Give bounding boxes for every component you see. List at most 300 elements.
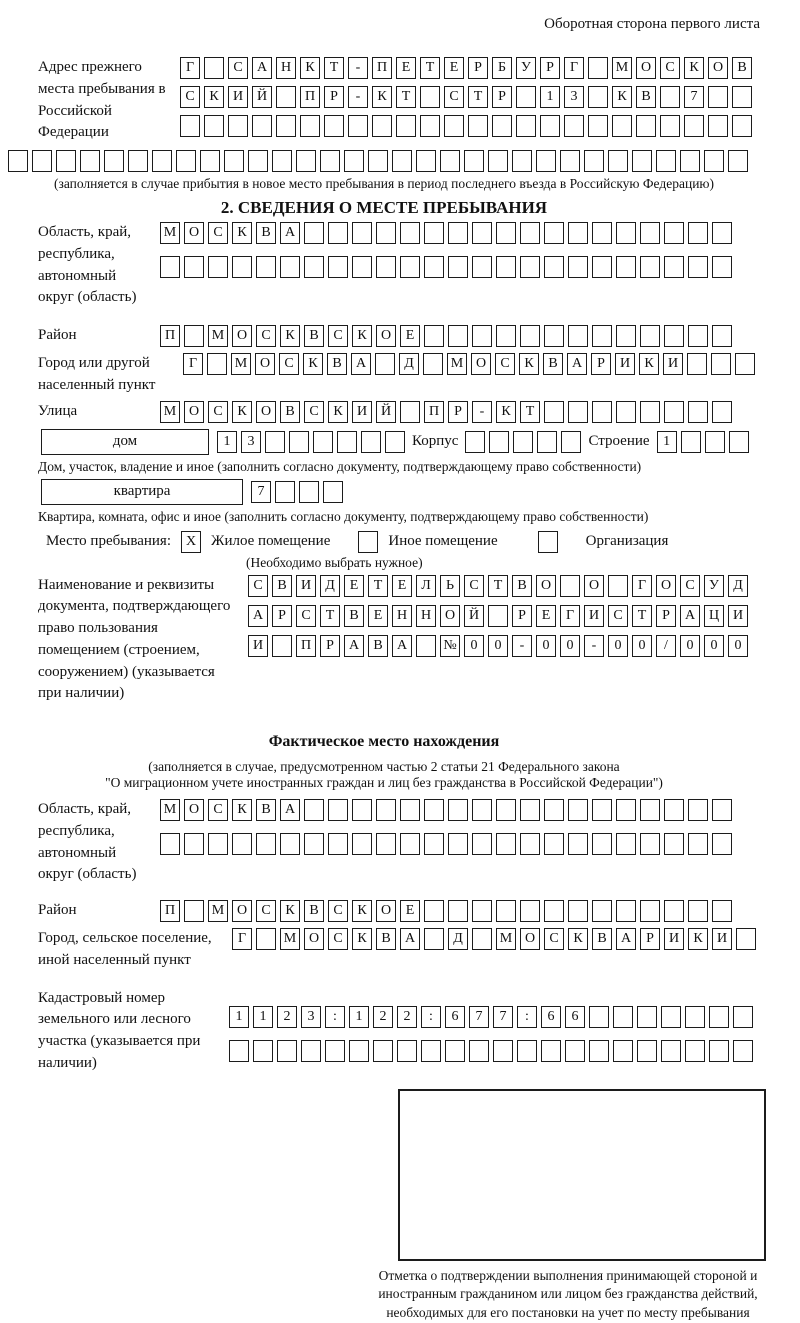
form-cell[interactable]	[729, 431, 749, 453]
form-cell[interactable]	[592, 256, 612, 278]
form-cell[interactable]	[465, 431, 485, 453]
form-cell[interactable]	[328, 222, 348, 244]
form-cell[interactable]: :	[517, 1006, 537, 1028]
form-cell[interactable]	[496, 256, 516, 278]
form-cell[interactable]	[184, 900, 204, 922]
form-cell[interactable]	[448, 256, 468, 278]
form-cell[interactable]: А	[392, 635, 412, 657]
form-cell[interactable]	[640, 833, 660, 855]
form-cell[interactable]: 3	[301, 1006, 321, 1028]
form-cell[interactable]	[616, 222, 636, 244]
form-cell[interactable]	[516, 86, 536, 108]
form-cell[interactable]	[733, 1006, 753, 1028]
form-cell[interactable]	[472, 222, 492, 244]
form-cell[interactable]: 0	[488, 635, 508, 657]
form-cell[interactable]	[280, 833, 300, 855]
form-cell[interactable]: Г	[632, 575, 652, 597]
form-cell[interactable]: М	[496, 928, 516, 950]
form-cell[interactable]: Д	[320, 575, 340, 597]
form-cell[interactable]: К	[232, 222, 252, 244]
form-cell[interactable]	[32, 150, 52, 172]
form-cell[interactable]	[376, 799, 396, 821]
form-cell[interactable]	[684, 115, 704, 137]
form-cell[interactable]	[352, 256, 372, 278]
form-cell[interactable]	[424, 222, 444, 244]
form-cell[interactable]	[352, 833, 372, 855]
form-cell[interactable]: А	[248, 605, 268, 627]
form-cell[interactable]	[253, 1040, 273, 1062]
form-cell[interactable]: Ц	[704, 605, 724, 627]
form-cell[interactable]: Г	[183, 353, 203, 375]
form-cell[interactable]	[496, 325, 516, 347]
form-cell[interactable]	[289, 431, 309, 453]
form-cell[interactable]	[256, 256, 276, 278]
form-cell[interactable]: В	[280, 401, 300, 423]
form-cell[interactable]: 6	[445, 1006, 465, 1028]
form-cell[interactable]	[656, 150, 676, 172]
form-cell[interactable]	[349, 1040, 369, 1062]
form-cell[interactable]: Е	[536, 605, 556, 627]
form-cell[interactable]: П	[160, 325, 180, 347]
form-cell[interactable]: У	[704, 575, 724, 597]
form-cell[interactable]: К	[232, 401, 252, 423]
form-cell[interactable]: 2	[373, 1006, 393, 1028]
form-cell[interactable]	[299, 481, 319, 503]
form-cell[interactable]: К	[372, 86, 392, 108]
form-cell[interactable]: Ь	[440, 575, 460, 597]
form-cell[interactable]	[304, 833, 324, 855]
form-cell[interactable]	[568, 900, 588, 922]
form-cell[interactable]: С	[248, 575, 268, 597]
form-cell[interactable]: А	[680, 605, 700, 627]
form-cell[interactable]	[568, 325, 588, 347]
form-cell[interactable]	[712, 799, 732, 821]
form-cell[interactable]: В	[636, 86, 656, 108]
form-cell[interactable]: К	[639, 353, 659, 375]
form-cell[interactable]	[568, 401, 588, 423]
form-cell[interactable]: А	[280, 799, 300, 821]
form-cell[interactable]: И	[248, 635, 268, 657]
form-cell[interactable]	[472, 833, 492, 855]
form-cell[interactable]: Т	[632, 605, 652, 627]
form-cell[interactable]	[640, 256, 660, 278]
form-cell[interactable]	[640, 222, 660, 244]
form-cell[interactable]	[493, 1040, 513, 1062]
form-cell[interactable]	[328, 833, 348, 855]
form-cell[interactable]	[320, 150, 340, 172]
form-cell[interactable]: Г	[564, 57, 584, 79]
form-cell[interactable]: Р	[591, 353, 611, 375]
form-cell[interactable]	[709, 1040, 729, 1062]
form-cell[interactable]: А	[616, 928, 636, 950]
form-cell[interactable]	[207, 353, 227, 375]
form-cell[interactable]: П	[296, 635, 316, 657]
form-cell[interactable]	[424, 900, 444, 922]
form-cell[interactable]: С	[279, 353, 299, 375]
form-cell[interactable]	[664, 256, 684, 278]
form-cell[interactable]	[637, 1006, 657, 1028]
form-cell[interactable]	[272, 150, 292, 172]
form-cell[interactable]	[544, 799, 564, 821]
form-cell[interactable]: В	[732, 57, 752, 79]
form-cell[interactable]	[313, 431, 333, 453]
form-cell[interactable]	[712, 833, 732, 855]
form-cell[interactable]	[304, 256, 324, 278]
form-cell[interactable]	[608, 150, 628, 172]
form-cell[interactable]: К	[300, 57, 320, 79]
form-cell[interactable]: О	[304, 928, 324, 950]
form-cell[interactable]: Г	[232, 928, 252, 950]
form-cell[interactable]	[688, 401, 708, 423]
form-cell[interactable]	[544, 401, 564, 423]
form-cell[interactable]	[496, 222, 516, 244]
form-cell[interactable]: Г	[560, 605, 580, 627]
form-cell[interactable]: О	[232, 325, 252, 347]
form-cell[interactable]: 7	[684, 86, 704, 108]
form-cell[interactable]	[640, 900, 660, 922]
form-cell[interactable]	[588, 57, 608, 79]
form-cell[interactable]	[424, 928, 444, 950]
form-cell[interactable]	[400, 256, 420, 278]
form-cell[interactable]	[496, 833, 516, 855]
form-cell[interactable]: В	[256, 222, 276, 244]
form-cell[interactable]	[544, 325, 564, 347]
form-cell[interactable]: В	[512, 575, 532, 597]
form-cell[interactable]	[352, 799, 372, 821]
form-cell[interactable]	[661, 1040, 681, 1062]
form-cell[interactable]: О	[636, 57, 656, 79]
form-cell[interactable]: К	[496, 401, 516, 423]
form-cell[interactable]	[687, 353, 707, 375]
form-cell[interactable]: Р	[640, 928, 660, 950]
form-cell[interactable]: А	[344, 635, 364, 657]
form-cell[interactable]	[712, 222, 732, 244]
form-cell[interactable]	[688, 900, 708, 922]
form-cell[interactable]	[688, 833, 708, 855]
form-cell[interactable]	[588, 86, 608, 108]
form-cell[interactable]	[660, 86, 680, 108]
form-cell[interactable]: Б	[492, 57, 512, 79]
form-cell[interactable]	[520, 833, 540, 855]
form-cell[interactable]	[304, 222, 324, 244]
form-cell[interactable]: В	[304, 900, 324, 922]
form-cell[interactable]: К	[688, 928, 708, 950]
form-cell[interactable]	[276, 115, 296, 137]
form-cell[interactable]: К	[352, 325, 372, 347]
form-cell[interactable]	[448, 900, 468, 922]
form-cell[interactable]: -	[512, 635, 532, 657]
form-cell[interactable]: Р	[468, 57, 488, 79]
form-cell[interactable]	[681, 431, 701, 453]
form-cell[interactable]: О	[471, 353, 491, 375]
form-cell[interactable]	[375, 353, 395, 375]
form-cell[interactable]: Н	[392, 605, 412, 627]
form-cell[interactable]: А	[280, 222, 300, 244]
form-cell[interactable]	[540, 115, 560, 137]
form-cell[interactable]	[296, 150, 316, 172]
form-cell[interactable]	[160, 833, 180, 855]
form-cell[interactable]: С	[680, 575, 700, 597]
form-cell[interactable]: В	[344, 605, 364, 627]
form-cell[interactable]: И	[352, 401, 372, 423]
form-cell[interactable]: №	[440, 635, 460, 657]
form-cell[interactable]	[664, 325, 684, 347]
form-cell[interactable]	[472, 799, 492, 821]
form-cell[interactable]: М	[280, 928, 300, 950]
form-cell[interactable]: Р	[448, 401, 468, 423]
form-cell[interactable]: :	[421, 1006, 441, 1028]
form-cell[interactable]	[685, 1040, 705, 1062]
form-cell[interactable]: О	[184, 401, 204, 423]
form-cell[interactable]: И	[728, 605, 748, 627]
form-cell[interactable]	[568, 799, 588, 821]
form-cell[interactable]	[472, 900, 492, 922]
form-cell[interactable]	[265, 431, 285, 453]
form-cell[interactable]	[564, 115, 584, 137]
form-cell[interactable]	[664, 401, 684, 423]
form-cell[interactable]: А	[567, 353, 587, 375]
form-cell[interactable]: К	[519, 353, 539, 375]
form-cell[interactable]	[560, 150, 580, 172]
form-cell[interactable]: Р	[540, 57, 560, 79]
form-cell[interactable]	[688, 256, 708, 278]
form-cell[interactable]: Й	[252, 86, 272, 108]
form-cell[interactable]: 1	[217, 431, 237, 453]
form-cell[interactable]	[256, 833, 276, 855]
form-cell[interactable]	[613, 1040, 633, 1062]
form-cell[interactable]: К	[568, 928, 588, 950]
form-cell[interactable]	[520, 799, 540, 821]
form-cell[interactable]: Т	[420, 57, 440, 79]
form-cell[interactable]: К	[612, 86, 632, 108]
form-cell[interactable]	[397, 1040, 417, 1062]
form-cell[interactable]	[373, 1040, 393, 1062]
form-cell[interactable]	[344, 150, 364, 172]
form-cell[interactable]: -	[348, 86, 368, 108]
form-cell[interactable]	[712, 401, 732, 423]
form-cell[interactable]: Г	[180, 57, 200, 79]
form-cell[interactable]	[660, 115, 680, 137]
form-cell[interactable]: С	[208, 799, 228, 821]
form-cell[interactable]: 0	[728, 635, 748, 657]
form-cell[interactable]	[616, 325, 636, 347]
form-cell[interactable]	[358, 531, 378, 553]
form-cell[interactable]: В	[272, 575, 292, 597]
form-cell[interactable]: М	[447, 353, 467, 375]
form-cell[interactable]	[560, 575, 580, 597]
form-cell[interactable]	[423, 353, 443, 375]
form-cell[interactable]	[592, 401, 612, 423]
form-cell[interactable]	[711, 353, 731, 375]
form-cell[interactable]: Й	[464, 605, 484, 627]
form-cell[interactable]: С	[296, 605, 316, 627]
form-cell[interactable]	[584, 150, 604, 172]
form-cell[interactable]	[616, 799, 636, 821]
form-cell[interactable]	[544, 222, 564, 244]
form-cell[interactable]	[424, 325, 444, 347]
form-cell[interactable]	[568, 222, 588, 244]
form-cell[interactable]: 6	[565, 1006, 585, 1028]
form-cell[interactable]: Е	[392, 575, 412, 597]
form-cell[interactable]: -	[472, 401, 492, 423]
form-cell[interactable]: С	[544, 928, 564, 950]
form-cell[interactable]	[448, 325, 468, 347]
form-cell[interactable]	[228, 115, 248, 137]
form-cell[interactable]: 0	[632, 635, 652, 657]
form-cell[interactable]: Е	[368, 605, 388, 627]
form-cell[interactable]: В	[304, 325, 324, 347]
form-cell[interactable]: О	[256, 401, 276, 423]
form-cell[interactable]: К	[303, 353, 323, 375]
form-cell[interactable]	[104, 150, 124, 172]
form-cell[interactable]	[637, 1040, 657, 1062]
form-cell[interactable]	[704, 150, 724, 172]
form-cell[interactable]	[272, 635, 292, 657]
form-cell[interactable]: П	[372, 57, 392, 79]
form-cell[interactable]	[400, 799, 420, 821]
form-cell[interactable]	[176, 150, 196, 172]
form-cell[interactable]	[592, 900, 612, 922]
form-cell[interactable]	[229, 1040, 249, 1062]
form-cell[interactable]	[616, 833, 636, 855]
form-cell[interactable]	[204, 115, 224, 137]
form-cell[interactable]	[248, 150, 268, 172]
form-cell[interactable]: Е	[396, 57, 416, 79]
form-cell[interactable]	[80, 150, 100, 172]
form-cell[interactable]	[325, 1040, 345, 1062]
form-cell[interactable]: В	[543, 353, 563, 375]
form-cell[interactable]	[712, 325, 732, 347]
form-cell[interactable]	[565, 1040, 585, 1062]
form-cell[interactable]	[709, 1006, 729, 1028]
form-cell[interactable]: -	[584, 635, 604, 657]
form-cell[interactable]: Н	[276, 57, 296, 79]
form-cell[interactable]	[613, 1006, 633, 1028]
form-cell[interactable]	[496, 799, 516, 821]
form-cell[interactable]	[705, 431, 725, 453]
form-cell[interactable]	[277, 1040, 297, 1062]
form-cell[interactable]: О	[184, 222, 204, 244]
form-cell[interactable]: В	[592, 928, 612, 950]
form-cell[interactable]: С	[328, 928, 348, 950]
form-cell[interactable]: М	[160, 799, 180, 821]
form-cell[interactable]: П	[424, 401, 444, 423]
form-cell[interactable]: В	[368, 635, 388, 657]
form-cell[interactable]	[184, 833, 204, 855]
form-cell[interactable]	[735, 353, 755, 375]
form-cell[interactable]	[468, 115, 488, 137]
form-cell[interactable]: О	[376, 325, 396, 347]
form-cell[interactable]: О	[584, 575, 604, 597]
form-cell[interactable]: 1	[253, 1006, 273, 1028]
form-cell[interactable]: Р	[324, 86, 344, 108]
form-cell[interactable]: Т	[324, 57, 344, 79]
form-cell[interactable]	[664, 222, 684, 244]
form-cell[interactable]	[361, 431, 381, 453]
form-cell[interactable]: К	[280, 900, 300, 922]
form-cell[interactable]	[640, 325, 660, 347]
form-cell[interactable]	[661, 1006, 681, 1028]
form-cell[interactable]	[512, 150, 532, 172]
form-cell[interactable]	[612, 115, 632, 137]
form-cell[interactable]: Й	[376, 401, 396, 423]
form-cell[interactable]: Е	[344, 575, 364, 597]
form-cell[interactable]: А	[252, 57, 272, 79]
form-cell[interactable]: 0	[608, 635, 628, 657]
form-cell[interactable]: О	[536, 575, 556, 597]
form-cell[interactable]	[440, 150, 460, 172]
form-cell[interactable]: Е	[400, 325, 420, 347]
form-cell[interactable]: 1	[540, 86, 560, 108]
form-cell[interactable]: И	[228, 86, 248, 108]
form-cell[interactable]: Л	[416, 575, 436, 597]
form-cell[interactable]	[224, 150, 244, 172]
form-cell[interactable]: Д	[448, 928, 468, 950]
form-cell[interactable]	[589, 1040, 609, 1062]
form-cell[interactable]: С	[444, 86, 464, 108]
form-cell[interactable]	[520, 900, 540, 922]
form-cell[interactable]: К	[328, 401, 348, 423]
form-cell[interactable]: О	[184, 799, 204, 821]
form-cell[interactable]	[376, 256, 396, 278]
form-cell[interactable]	[736, 928, 756, 950]
form-cell[interactable]: И	[712, 928, 732, 950]
form-cell[interactable]	[424, 833, 444, 855]
form-cell[interactable]: И	[664, 928, 684, 950]
form-cell[interactable]: Т	[320, 605, 340, 627]
form-cell[interactable]	[488, 605, 508, 627]
form-cell[interactable]: М	[612, 57, 632, 79]
form-cell[interactable]	[348, 115, 368, 137]
form-cell[interactable]	[636, 115, 656, 137]
form-cell[interactable]: П	[300, 86, 320, 108]
form-cell[interactable]: Е	[400, 900, 420, 922]
form-cell[interactable]: 0	[536, 635, 556, 657]
form-cell[interactable]	[396, 115, 416, 137]
form-cell[interactable]	[513, 431, 533, 453]
form-cell[interactable]	[685, 1006, 705, 1028]
form-cell[interactable]: М	[231, 353, 251, 375]
form-cell[interactable]	[489, 431, 509, 453]
form-cell[interactable]	[537, 431, 557, 453]
form-cell[interactable]	[232, 833, 252, 855]
form-cell[interactable]	[208, 833, 228, 855]
form-cell[interactable]: Р	[272, 605, 292, 627]
form-cell[interactable]	[420, 86, 440, 108]
form-cell[interactable]	[400, 833, 420, 855]
form-cell[interactable]	[472, 928, 492, 950]
form-cell[interactable]	[592, 799, 612, 821]
form-cell[interactable]: Н	[416, 605, 436, 627]
form-cell[interactable]: 1	[229, 1006, 249, 1028]
form-cell[interactable]: К	[280, 325, 300, 347]
form-cell[interactable]	[152, 150, 172, 172]
form-cell[interactable]: Р	[492, 86, 512, 108]
form-cell[interactable]: А	[400, 928, 420, 950]
form-cell[interactable]	[664, 799, 684, 821]
form-cell[interactable]: О	[520, 928, 540, 950]
form-cell[interactable]	[708, 86, 728, 108]
form-cell[interactable]	[469, 1040, 489, 1062]
form-cell[interactable]: Д	[399, 353, 419, 375]
form-cell[interactable]: А	[351, 353, 371, 375]
form-cell[interactable]	[568, 256, 588, 278]
form-cell[interactable]	[589, 1006, 609, 1028]
form-cell[interactable]	[568, 833, 588, 855]
form-cell[interactable]	[276, 86, 296, 108]
form-cell[interactable]: С	[228, 57, 248, 79]
form-cell[interactable]: Т	[488, 575, 508, 597]
